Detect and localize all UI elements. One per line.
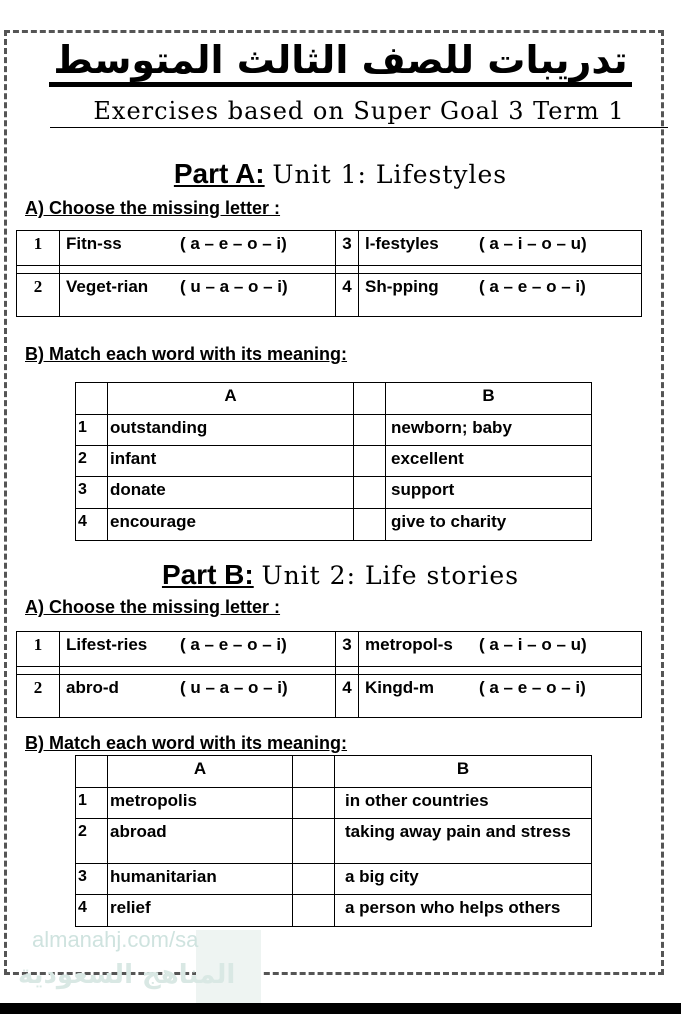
watermark-arabic: المناهج السعودية: [18, 960, 236, 990]
letters-row: [17, 632, 642, 667]
item-options: ( u – a – o – i): [180, 277, 288, 296]
column-a-header: A: [108, 383, 354, 415]
match-row: [76, 819, 592, 864]
part-b-match-table: [75, 755, 592, 927]
match-meaning: give to charity: [386, 509, 592, 541]
item-options: ( a – e – o – i): [180, 635, 287, 654]
item-options: ( a – e – o – i): [479, 678, 586, 697]
match-row: [76, 788, 592, 819]
item-cell: [359, 675, 642, 718]
match-number: 2: [76, 446, 108, 477]
item-word: metropol-s: [365, 635, 453, 654]
match-word: relief: [108, 895, 293, 927]
item-options: ( a – i – o – u): [479, 635, 587, 654]
item-options: ( a – e – o – i): [479, 277, 586, 296]
spacer-cell: [60, 667, 336, 675]
part-a-unit: Unit 1: Lifestyles: [272, 160, 508, 189]
part-b-section-a-label: A) Choose the missing letter :: [25, 597, 281, 617]
item-word: abro-d: [66, 678, 119, 697]
item-number: 1: [17, 632, 60, 667]
column-b-header: B: [335, 756, 592, 788]
letters-row: [17, 675, 642, 718]
part-a-prefix: Part A:: [173, 158, 265, 189]
spacer-cell: [336, 266, 359, 274]
part-a-section-b-label: B) Match each word with its meaning:: [25, 344, 348, 364]
match-header-row: [76, 383, 592, 415]
answer-blank: [354, 477, 386, 509]
header-blank: [354, 383, 386, 415]
item-number: 3: [336, 231, 359, 266]
letters-row: [17, 231, 642, 266]
item-cell: [359, 231, 642, 266]
item-word: Sh-pping: [365, 277, 439, 296]
match-meaning: excellent: [386, 446, 592, 477]
spacer-cell: [336, 667, 359, 675]
answer-blank: [293, 788, 335, 819]
match-word: outstanding: [108, 415, 354, 446]
match-row: [76, 864, 592, 895]
header-blank: [76, 756, 108, 788]
part-a-match-table: [75, 382, 592, 541]
match-number: 4: [76, 509, 108, 541]
item-number: 1: [17, 231, 60, 266]
match-number: 1: [76, 415, 108, 446]
item-cell: [60, 632, 336, 667]
watermark-url: almanahj.com/sa: [32, 927, 199, 952]
match-word: donate: [108, 477, 354, 509]
match-row: [76, 509, 592, 541]
item-options: ( u – a – o – i): [180, 678, 288, 697]
part-a-letters-table: [16, 230, 642, 317]
match-meaning: newborn; baby: [386, 415, 592, 446]
spacer-cell: [359, 667, 642, 675]
spacer-cell: [17, 667, 60, 675]
answer-blank: [293, 895, 335, 927]
item-number: 2: [17, 675, 60, 718]
arabic-title: [0, 36, 681, 84]
item-options: ( a – e – o – i): [180, 234, 287, 253]
match-word: encourage: [108, 509, 354, 541]
header-blank: [76, 383, 108, 415]
match-number: 3: [76, 477, 108, 509]
item-word: Veget-rian: [66, 277, 149, 296]
part-b-heading: [0, 559, 681, 592]
item-word: l-festyles: [365, 234, 439, 253]
match-row: [76, 446, 592, 477]
arabic-title-text: تدريبات للصف الثالث المتوسط: [49, 38, 631, 87]
column-b-header: B: [386, 383, 592, 415]
part-a-heading: [0, 158, 681, 191]
item-options: ( a – i – o – u): [479, 234, 587, 253]
match-word: metropolis: [108, 788, 293, 819]
item-number: 2: [17, 274, 60, 317]
answer-blank: [354, 509, 386, 541]
item-word: Lifest-ries: [66, 635, 148, 654]
match-row: [76, 477, 592, 509]
match-number: 3: [76, 864, 108, 895]
spacer-row: [17, 266, 642, 274]
match-number: 1: [76, 788, 108, 819]
bottom-bar: [0, 1003, 681, 1014]
item-cell: [60, 231, 336, 266]
item-word: Fitn-ss: [66, 234, 122, 253]
part-b-section-b-label: B) Match each word with its meaning:: [25, 733, 348, 753]
answer-blank: [293, 819, 335, 864]
spacer-cell: [359, 266, 642, 274]
match-header-row: [76, 756, 592, 788]
match-word: abroad: [108, 819, 293, 864]
part-b-unit: Unit 2: Life stories: [261, 561, 520, 590]
match-meaning: in other countries: [335, 788, 592, 819]
part-a-section-a-label: A) Choose the missing letter :: [25, 198, 281, 218]
item-number: 3: [336, 632, 359, 667]
match-meaning: a big city: [335, 864, 592, 895]
match-row: [76, 895, 592, 927]
match-word: infant: [108, 446, 354, 477]
item-cell: [359, 632, 642, 667]
item-number: 4: [336, 675, 359, 718]
match-word: humanitarian: [108, 864, 293, 895]
match-number: 2: [76, 819, 108, 864]
spacer-cell: [60, 266, 336, 274]
item-cell: [60, 675, 336, 718]
part-b-prefix: Part B:: [161, 559, 254, 590]
match-row: [76, 415, 592, 446]
match-meaning: a person who helps others: [335, 895, 592, 927]
part-b-letters-table: [16, 631, 642, 718]
answer-blank: [354, 446, 386, 477]
item-number: 4: [336, 274, 359, 317]
answer-blank: [354, 415, 386, 446]
spacer-cell: [17, 266, 60, 274]
answer-blank: [293, 864, 335, 895]
match-meaning: support: [386, 477, 592, 509]
item-word: Kingd-m: [365, 678, 434, 697]
column-a-header: A: [108, 756, 293, 788]
letters-row: [17, 274, 642, 317]
spacer-row: [17, 667, 642, 675]
match-number: 4: [76, 895, 108, 927]
subtitle: Exercises based on Super Goal 3 Term 1: [50, 95, 668, 128]
item-cell: [60, 274, 336, 317]
header-blank: [293, 756, 335, 788]
item-cell: [359, 274, 642, 317]
match-meaning: taking away pain and stress: [335, 819, 592, 864]
